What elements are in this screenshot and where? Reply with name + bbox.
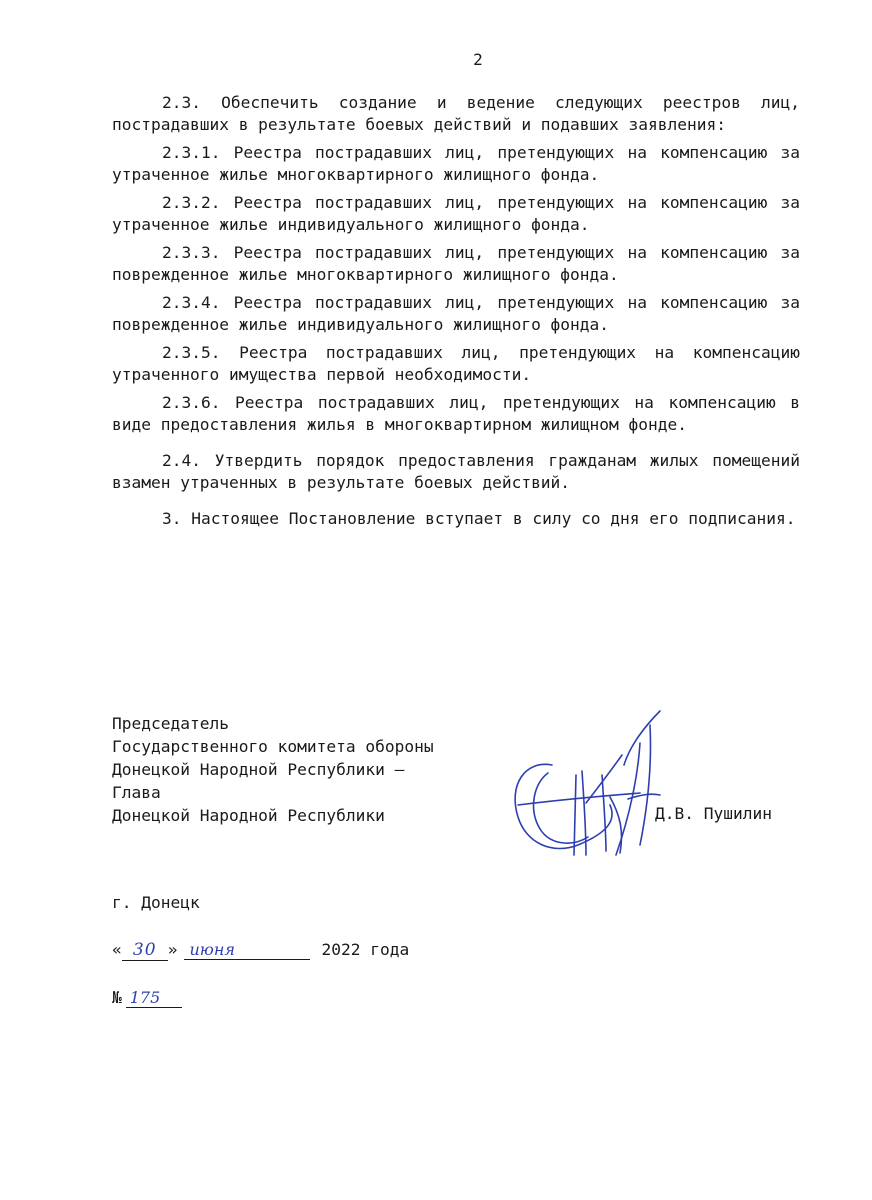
- signatory-title: [112, 712, 532, 827]
- signing-date: [112, 940, 409, 961]
- date-open-quote: «: [112, 940, 122, 959]
- document-number-handwritten: 175: [126, 988, 182, 1008]
- date-month-handwritten: июня: [184, 940, 310, 960]
- document-body: [112, 92, 800, 530]
- handwritten-signature: [490, 705, 680, 865]
- signatory-title-line: Глава: [112, 783, 161, 802]
- paragraph-2-4: 2.4. Утвердить порядок предоставления гражданам жилых помещений взамен утраченных в результате боевых действий.: [112, 451, 800, 492]
- date-year: 2022 года: [321, 940, 410, 959]
- number-sign: №: [112, 988, 122, 1007]
- signatory-title-line: Донецкой Народной Республики –: [112, 760, 405, 779]
- signatory-title-line: Государственного комитета обороны: [112, 737, 434, 756]
- paragraph-2-3-2: 2.3.2. Реестра пострадавших лиц, претендующих на компенсацию за утраченное жилье индивидуального жилищного фонда.: [112, 193, 800, 234]
- city: г. Донецк: [112, 893, 200, 912]
- paragraph-3: 3. Настоящее Постановление вступает в силу со дня его подписания.: [162, 509, 796, 528]
- signatory-name: Д.В. Пушилин: [655, 804, 772, 823]
- paragraph-2-3-6: 2.3.6. Реестра пострадавших лиц, претендующих на компенсацию в виде предоставления жилья в многоквартирном жилищном фонде.: [112, 393, 800, 434]
- date-day-handwritten: 30: [122, 940, 168, 961]
- document-number: [112, 988, 182, 1008]
- paragraph-2-3-5: 2.3.5. Реестра пострадавших лиц, претендующих на компенсацию утраченного имущества первой необходимости.: [112, 343, 800, 384]
- paragraph-2-3-1: 2.3.1. Реестра пострадавших лиц, претендующих на компенсацию за утраченное жилье многоквартирного жилищного фонда.: [112, 143, 800, 184]
- paragraph-2-3-3: 2.3.3. Реестра пострадавших лиц, претендующих на компенсацию за поврежденное жилье многоквартирного жилищного фонда.: [112, 243, 800, 284]
- signatory-title-line: Председатель: [112, 714, 229, 733]
- paragraph-2-3-4: 2.3.4. Реестра пострадавших лиц, претендующих на компенсацию за поврежденное жилье индивидуального жилищного фонда.: [112, 293, 800, 334]
- date-close-quote: »: [167, 940, 178, 959]
- paragraph-2-3: 2.3. Обеспечить создание и ведение следующих реестров лиц, пострадавших в результате боевых действий и подавших заявления:: [112, 93, 800, 134]
- signatory-title-line: Донецкой Народной Республики: [112, 806, 385, 825]
- page-number: 2: [473, 50, 483, 69]
